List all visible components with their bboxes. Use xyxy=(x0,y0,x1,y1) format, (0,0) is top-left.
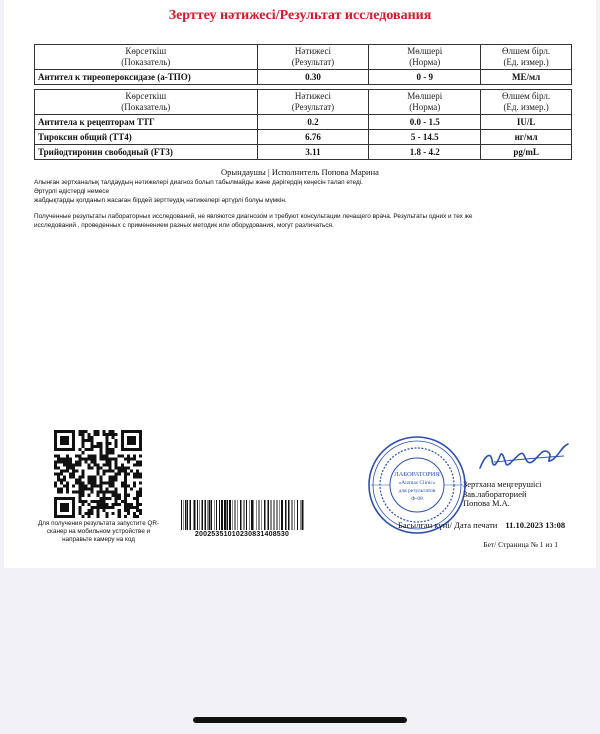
stamp-text: для результатов xyxy=(398,488,436,494)
result-header: Нәтижесі (Результат) xyxy=(257,45,369,70)
table-header xyxy=(35,45,572,70)
print-date-label: Басылған күні/ Дата печати xyxy=(398,520,498,530)
qr-note: Для получения результата запустите QR-сканер на мобильном устройстве и направьте камеру на код xyxy=(37,520,160,543)
test-result: 0.30 xyxy=(257,70,369,85)
stamp-text: Ф-08 xyxy=(411,496,423,502)
test-unit: нг/мл xyxy=(481,130,572,145)
disclaimer-line: Әртүрлі әдістерді немесе xyxy=(34,188,110,195)
results-table-2 xyxy=(34,89,572,160)
print-date-value: 11.10.2023 13:08 xyxy=(505,520,566,530)
test-name: Тироксин общий (ТТ4) xyxy=(35,130,258,145)
executor: Орындаушы | Исполнитель Попова Марина xyxy=(221,167,379,177)
head-title-ru: Зав.лабораторией xyxy=(463,488,527,499)
test-result: 6.76 xyxy=(257,130,369,145)
disclaimer-line: Алынған зертханалық талдаудың нәтижелері диагноз болып табылмайды және дәрігердің кеңесін талап етеді. xyxy=(34,179,363,186)
home-indicator[interactable] xyxy=(193,717,407,723)
unit-header: Өлшем бірл. (Ед. измер.) xyxy=(481,45,572,70)
test-norm: 5 - 14.5 xyxy=(369,130,481,145)
qr-code[interactable] xyxy=(54,430,142,518)
test-name: Антител к тиреопероксидазе (а-ТПО) xyxy=(35,70,258,85)
test-result: 3.11 xyxy=(257,145,369,160)
head-name: Попова М.А. xyxy=(463,498,510,508)
head-title-kz: Зертхана меңгерушісі xyxy=(463,479,542,489)
results-table-1 xyxy=(34,44,572,85)
norm-header: Мөлшері (Норма) xyxy=(369,45,481,70)
page-number: Бет/ Страница № 1 из 1 xyxy=(483,540,558,549)
stamp-text: ЛАБОРАТОРИЯ xyxy=(394,471,440,478)
page-title: Зерттеу нәтижесі/Результат исследования xyxy=(168,8,432,23)
test-result: 0.2 xyxy=(257,115,369,130)
test-norm: 0 - 9 xyxy=(369,70,481,85)
stamp-text: «Aizmas Clinic» xyxy=(398,480,436,486)
signature xyxy=(474,438,574,478)
table-row xyxy=(35,115,572,130)
indicator-header: Көрсеткіш (Показатель) xyxy=(35,90,258,115)
test-norm: 0.0 - 1.5 xyxy=(369,115,481,130)
disclaimer-line: жабдықтарды қолданып жасаған бірдей зерттеудің нәтижелері әртүрлі болуы мүмкін. xyxy=(34,197,287,204)
barcode xyxy=(179,500,305,530)
norm-header: Мөлшері (Норма) xyxy=(369,90,481,115)
table-header xyxy=(35,90,572,115)
table-row xyxy=(35,70,572,85)
disclaimer-ru xyxy=(34,212,554,230)
disclaimer-line: Полученные результаты лабораторных исследований, не являются диагнозом и требуют консультации лечащего врача. Результаты одних и тех же xyxy=(34,213,473,220)
disclaimer-kz xyxy=(34,178,554,205)
table-row xyxy=(35,145,572,160)
test-unit: МЕ/мл xyxy=(481,70,572,85)
result-header: Нәтижесі (Результат) xyxy=(257,90,369,115)
disclaimer-line: исследований , проведенных с применением разных методик или оборудования, могут различаться. xyxy=(34,222,334,229)
test-name: Антитела к рецепторам ТТГ xyxy=(35,115,258,130)
test-name: Трийодтиронин свободный (FT3) xyxy=(35,145,258,160)
unit-header: Өлшем бірл. (Ед. измер.) xyxy=(481,90,572,115)
test-norm: 1.8 - 4.2 xyxy=(369,145,481,160)
barcode-number: 20025351010230831408530 xyxy=(194,531,290,538)
test-unit: pg/mL xyxy=(481,145,572,160)
indicator-header: Көрсеткіш (Показатель) xyxy=(35,45,258,70)
result-document xyxy=(4,0,596,568)
lab-head xyxy=(463,480,542,509)
table-row xyxy=(35,130,572,145)
print-date xyxy=(398,520,565,530)
test-unit: IU/L xyxy=(481,115,572,130)
